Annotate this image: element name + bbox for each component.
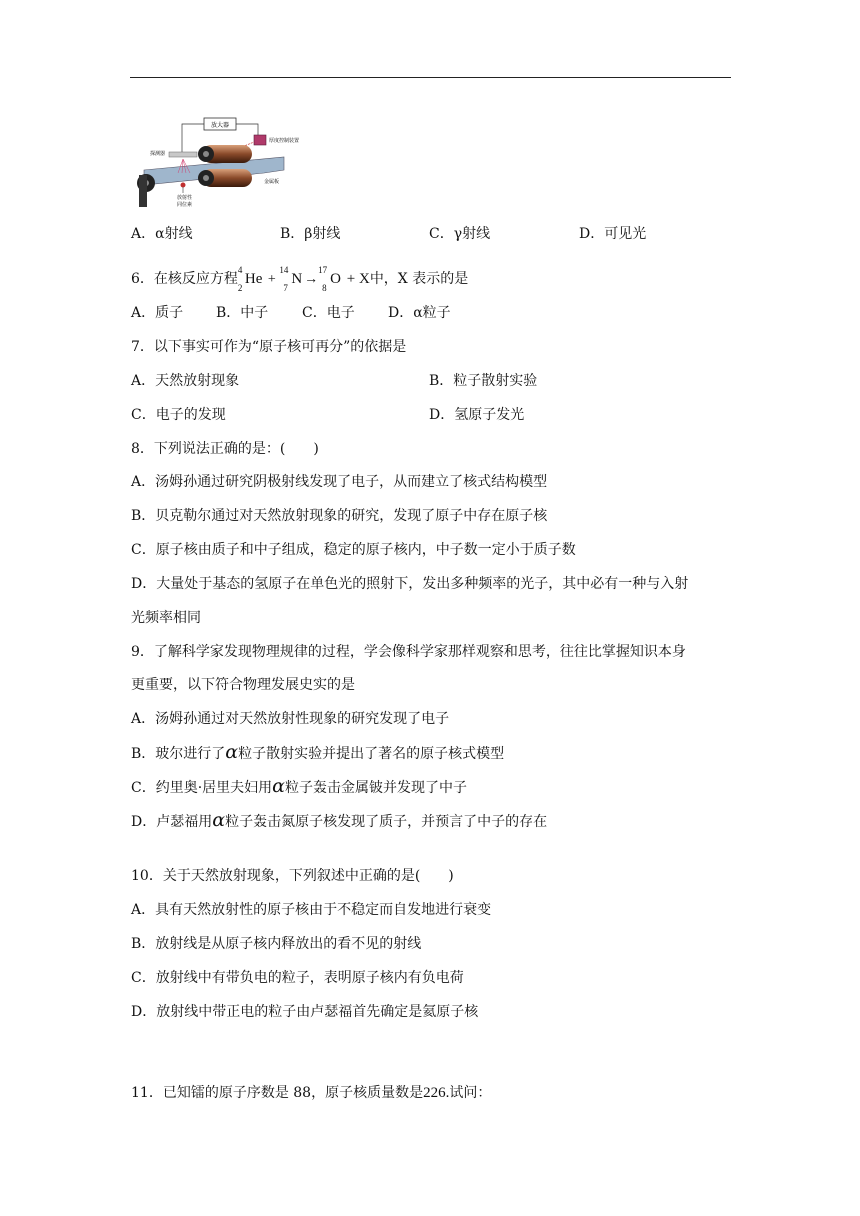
q7-option-d: D．氢原子发光 xyxy=(429,407,525,423)
alpha-symbol: α xyxy=(212,809,226,831)
q8-stem: 8．下列说法正确的是：( ) xyxy=(131,441,319,457)
metal-plate-label: 金属板 xyxy=(264,179,280,185)
q6-stem xyxy=(131,265,469,293)
q10-option-b: B．放射线是从原子核内释放出的看不见的射线 xyxy=(131,936,422,952)
q10-option-a: A．具有天然放射性的原子核由于不稳定而自发地进行衰变 xyxy=(131,902,492,918)
q8-option-c: C．原子核由质子和中子组成，稳定的原子核内，中子数一定小于质子数 xyxy=(131,542,576,558)
q6-prefix: 6．在核反应方程 xyxy=(131,271,238,287)
mass-number: 226. xyxy=(423,1085,450,1101)
detector-label: 探测器 xyxy=(150,151,166,157)
q6-option-b: B．中子 xyxy=(216,305,269,321)
q7-option-c: C．电子的发现 xyxy=(131,407,226,423)
q6-option-a: A．质子 xyxy=(131,305,184,321)
q9-option-c: C．约里奥·居里夫妇用α粒子轰击金属铍并发现了中子 xyxy=(131,775,468,797)
alpha-symbol: α xyxy=(225,741,239,763)
q8-option-a: A．汤姆孙通过研究阴极射线发现了电子，从而建立了核式结构模型 xyxy=(131,474,548,490)
q7-option-a: A．天然放射现象 xyxy=(131,373,240,389)
nitrogen-nuclide: 14 7 N xyxy=(279,265,303,293)
q9-option-b: B．玻尔进行了α粒子散射实验并提出了著名的原子核式模型 xyxy=(131,741,505,763)
q10-stem: 10．关于天然放射现象，下列叙述中正确的是( ) xyxy=(131,868,454,884)
q9-stem-line2: 更重要，以下符合物理发展史实的是 xyxy=(131,677,355,693)
alpha-symbol: α xyxy=(272,775,286,797)
oxygen-nuclide: 17 8 O xyxy=(318,265,342,293)
q9-option-a: A．汤姆孙通过对天然放射性现象的研究发现了电子 xyxy=(131,711,450,727)
q6-option-c: C．电子 xyxy=(302,305,355,321)
q9-stem-line1: 9．了解科学家发现物理规律的过程，学会像科学家那样观察和思考，往往比掌握知识本身 xyxy=(131,644,686,660)
q5-option-b: B．β射线 xyxy=(280,226,341,242)
q5-option-c: C．γ射线 xyxy=(429,226,491,242)
thickness-gauge-figure xyxy=(134,115,314,215)
q8-option-d-cont: 光频率相同 xyxy=(131,610,201,626)
q9-option-d: D．卢瑟福用α粒子轰击氮原子核发现了质子，并预言了中子的存在 xyxy=(131,809,548,831)
q6-suffix: 中，X 表示的是 xyxy=(369,271,469,287)
q8-option-b: B．贝克勒尔通过对天然放射现象的研究，发现了原子中存在原子核 xyxy=(131,508,548,524)
q8-option-d: D．大量处于基态的氢原子在单色光的照射下，发出多种频率的光子，其中必有一种与入射 xyxy=(131,576,689,592)
helium-nuclide: 4 2 He xyxy=(237,265,263,293)
q10-option-c: C．放射线中有带负电的粒子，表明原子核内有负电荷 xyxy=(131,970,464,986)
source-label-1: 放射性 xyxy=(177,195,193,201)
amplifier-label: 放大器 xyxy=(210,122,230,129)
header-rule xyxy=(130,77,731,78)
q6-option-d: D．α粒子 xyxy=(388,305,451,321)
q10-option-d: D．放射线中带正电的粒子由卢瑟福首先确定是氦原子核 xyxy=(131,1004,479,1020)
q5-option-d: D．可见光 xyxy=(579,226,647,242)
q5-option-a: A．α射线 xyxy=(131,226,193,242)
nuclear-equation: 4 2 He + 14 7 N → 17 8 O + X xyxy=(237,265,370,293)
q7-stem: 7．以下事实可作为“原子核可再分”的依据是 xyxy=(131,339,407,355)
thickness-control-label: 厚度控制装置 xyxy=(269,138,300,144)
q7-option-b: B．粒子散射实验 xyxy=(429,373,538,389)
source-label-2: 同位素 xyxy=(177,202,193,208)
q11-stem: 11．已知镭的原子序数是 88，原子核质量数是226.试问： xyxy=(131,1085,492,1101)
